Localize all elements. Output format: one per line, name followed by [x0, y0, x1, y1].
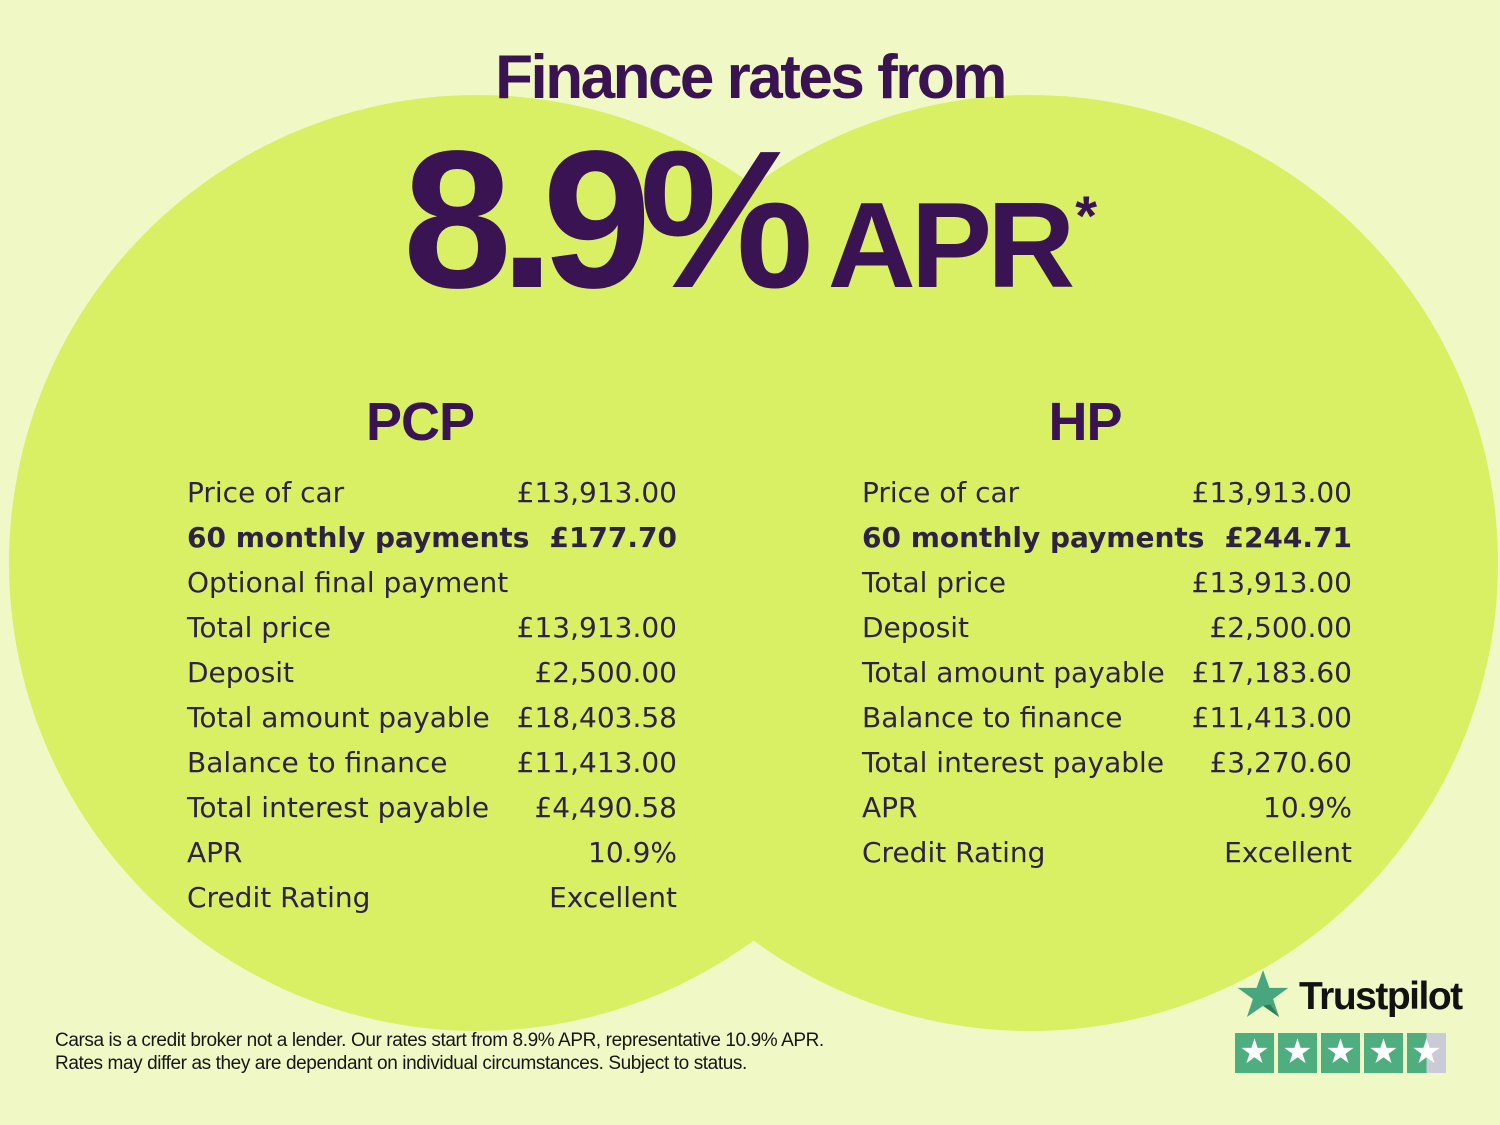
- disclaimer-line-2: Rates may differ as they are dependant on individual circumstances. Subject to status.: [55, 1052, 747, 1074]
- table-row: [187, 740, 677, 785]
- row-value: Excellent: [1224, 836, 1352, 869]
- row-label: Optional final payment: [187, 566, 509, 599]
- table-row: [862, 785, 1352, 830]
- row-value: 10.9%: [588, 836, 677, 869]
- disclaimer: [55, 1030, 824, 1075]
- trustpilot-star-icon: [1237, 969, 1289, 1025]
- row-value: £177.70: [549, 521, 677, 554]
- row-label: Total price: [862, 566, 1006, 599]
- row-value: £13,913.00: [1191, 566, 1352, 599]
- table-row: [187, 830, 677, 875]
- trustpilot-logo: [1237, 969, 1462, 1025]
- row-value: £13,913.00: [1191, 476, 1352, 509]
- half-star-icon: ★: [1407, 1033, 1446, 1073]
- headline-rate-value: 8.9%: [402, 110, 802, 329]
- table-row: [862, 830, 1352, 875]
- row-label: Total interest payable: [187, 791, 490, 824]
- table-row: [862, 560, 1352, 605]
- apr-text: APR: [827, 177, 1071, 313]
- row-label: Total amount payable: [187, 701, 490, 734]
- table-row: [862, 605, 1352, 650]
- pcp-table: [187, 470, 677, 920]
- page-title: Finance rates from: [495, 43, 1005, 112]
- row-label: 60 monthly payments: [862, 521, 1205, 554]
- table-row: [187, 875, 677, 920]
- row-value: £2,500.00: [1209, 611, 1352, 644]
- disclaimer-line-1: Carsa is a credit broker not a lender. Our rates start from 8.9% APR, representative 10.9% APR.: [55, 1030, 824, 1051]
- table-row: [187, 650, 677, 695]
- row-label: Price of car: [187, 476, 345, 509]
- star-icon: ★: [1364, 1033, 1403, 1073]
- table-row: [862, 695, 1352, 740]
- row-label: Credit Rating: [862, 836, 1046, 869]
- table-row: [187, 785, 677, 830]
- table-row: [862, 650, 1352, 695]
- row-label: Total price: [187, 611, 331, 644]
- row-label: APR: [187, 836, 243, 869]
- hp-table-header: HP: [1048, 392, 1122, 452]
- star-icon: ★: [1321, 1033, 1360, 1073]
- table-row: [862, 515, 1352, 560]
- row-value: £244.71: [1224, 521, 1352, 554]
- row-value: £4,490.58: [534, 791, 677, 824]
- table-row: [862, 740, 1352, 785]
- row-label: Total amount payable: [862, 656, 1165, 689]
- headline-asterisk: *: [1075, 184, 1098, 247]
- row-value: 10.9%: [1263, 791, 1352, 824]
- row-label: APR: [862, 791, 918, 824]
- table-row: [862, 470, 1352, 515]
- trustpilot-wordmark: Trustpilot: [1299, 975, 1462, 1018]
- row-value: £13,913.00: [516, 476, 677, 509]
- hp-table: [862, 470, 1352, 875]
- table-row: [187, 515, 677, 560]
- row-value: £13,913.00: [516, 611, 677, 644]
- row-label: Price of car: [862, 476, 1020, 509]
- pcp-table-header: PCP: [365, 392, 475, 452]
- row-value: £11,413.00: [1191, 701, 1352, 734]
- headline: [0, 110, 1500, 329]
- row-value: £11,413.00: [516, 746, 677, 779]
- row-label: Deposit: [862, 611, 970, 644]
- row-value: £18,403.58: [516, 701, 677, 734]
- star-icon: ★: [1235, 1033, 1274, 1073]
- table-row: [187, 695, 677, 740]
- table-row: [187, 470, 677, 515]
- row-label: Balance to finance: [862, 701, 1123, 734]
- star-icon: ★: [1278, 1033, 1317, 1073]
- row-value: Excellent: [549, 881, 677, 914]
- row-label: Deposit: [187, 656, 295, 689]
- row-label: 60 monthly payments: [187, 521, 530, 554]
- row-label: Total interest payable: [862, 746, 1165, 779]
- table-row: [187, 560, 677, 605]
- row-value: £3,270.60: [1209, 746, 1352, 779]
- table-row: [187, 605, 677, 650]
- row-label: Balance to finance: [187, 746, 448, 779]
- headline-apr-label: [827, 177, 1098, 313]
- row-value: £2,500.00: [534, 656, 677, 689]
- row-label: Credit Rating: [187, 881, 371, 914]
- trustpilot-rating-4-5-stars: [1235, 1033, 1446, 1073]
- row-value: £17,183.60: [1191, 656, 1352, 689]
